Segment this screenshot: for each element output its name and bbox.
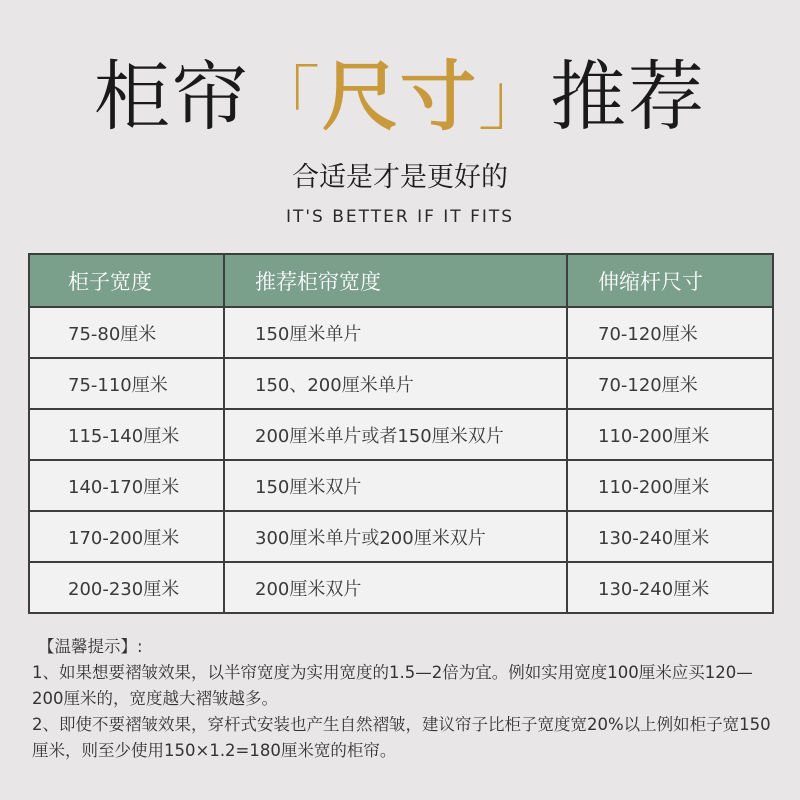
header-cabinet-width: 柜子宽度 <box>29 254 224 307</box>
page-title <box>0 52 800 144</box>
cell-curtain-width: 300厘米单片或200厘米双片 <box>224 511 567 562</box>
cell-rod-size: 130-240厘米 <box>567 511 773 562</box>
table-row <box>29 562 773 613</box>
cell-rod-size: 70-120厘米 <box>567 307 773 358</box>
tips-section <box>32 634 777 764</box>
tips-title: 【温馨提示】: <box>38 637 143 656</box>
header-curtain-width: 推荐柜帘宽度 <box>224 254 567 307</box>
cell-curtain-width: 150厘米双片 <box>224 460 567 511</box>
cell-rod-size: 70-120厘米 <box>567 358 773 409</box>
table-row <box>29 460 773 511</box>
cell-cabinet-width: 170-200厘米 <box>29 511 224 562</box>
cell-rod-size: 110-200厘米 <box>567 460 773 511</box>
table-header-row <box>29 254 773 307</box>
title-suffix: 推荐 <box>550 52 706 141</box>
title-bracket-close: 」 <box>478 58 550 140</box>
cell-curtain-width: 150厘米单片 <box>224 307 567 358</box>
table-row <box>29 409 773 460</box>
subtitle: 合适是才是更好的 <box>292 162 508 193</box>
cell-rod-size: 110-200厘米 <box>567 409 773 460</box>
title-accent: 尺寸 <box>322 52 478 141</box>
tip-item: 2、即使不要褶皱效果，穿杆式安装也产生自然褶皱，建议帘子比柜子宽度宽20%以上例如柜子宽150厘米，则至少使用150×1.2=180厘米宽的柜帘。 <box>32 715 771 760</box>
table-row <box>29 511 773 562</box>
header-rod-size: 伸缩杆尺寸 <box>567 254 773 307</box>
subtitle-english: IT'S BETTER IF IT FITS <box>285 207 515 227</box>
title-bracket-open: 「 <box>250 58 322 140</box>
size-table <box>28 253 774 614</box>
cell-cabinet-width: 200-230厘米 <box>29 562 224 613</box>
cell-curtain-width: 200厘米双片 <box>224 562 567 613</box>
cell-cabinet-width: 115-140厘米 <box>29 409 224 460</box>
cell-curtain-width: 200厘米单片或者150厘米双片 <box>224 409 567 460</box>
tip-item: 1、如果想要褶皱效果，以半帘宽度为实用宽度的1.5—2倍为宜。例如实用宽度100厘米应买120—200厘米的，宽度越大褶皱越多。 <box>32 663 753 708</box>
cell-cabinet-width: 140-170厘米 <box>29 460 224 511</box>
cell-curtain-width: 150、200厘米单片 <box>224 358 567 409</box>
table-row <box>29 307 773 358</box>
title-prefix: 柜帘 <box>94 52 250 141</box>
table-row <box>29 358 773 409</box>
cell-rod-size: 130-240厘米 <box>567 562 773 613</box>
cell-cabinet-width: 75-110厘米 <box>29 358 224 409</box>
cell-cabinet-width: 75-80厘米 <box>29 307 224 358</box>
